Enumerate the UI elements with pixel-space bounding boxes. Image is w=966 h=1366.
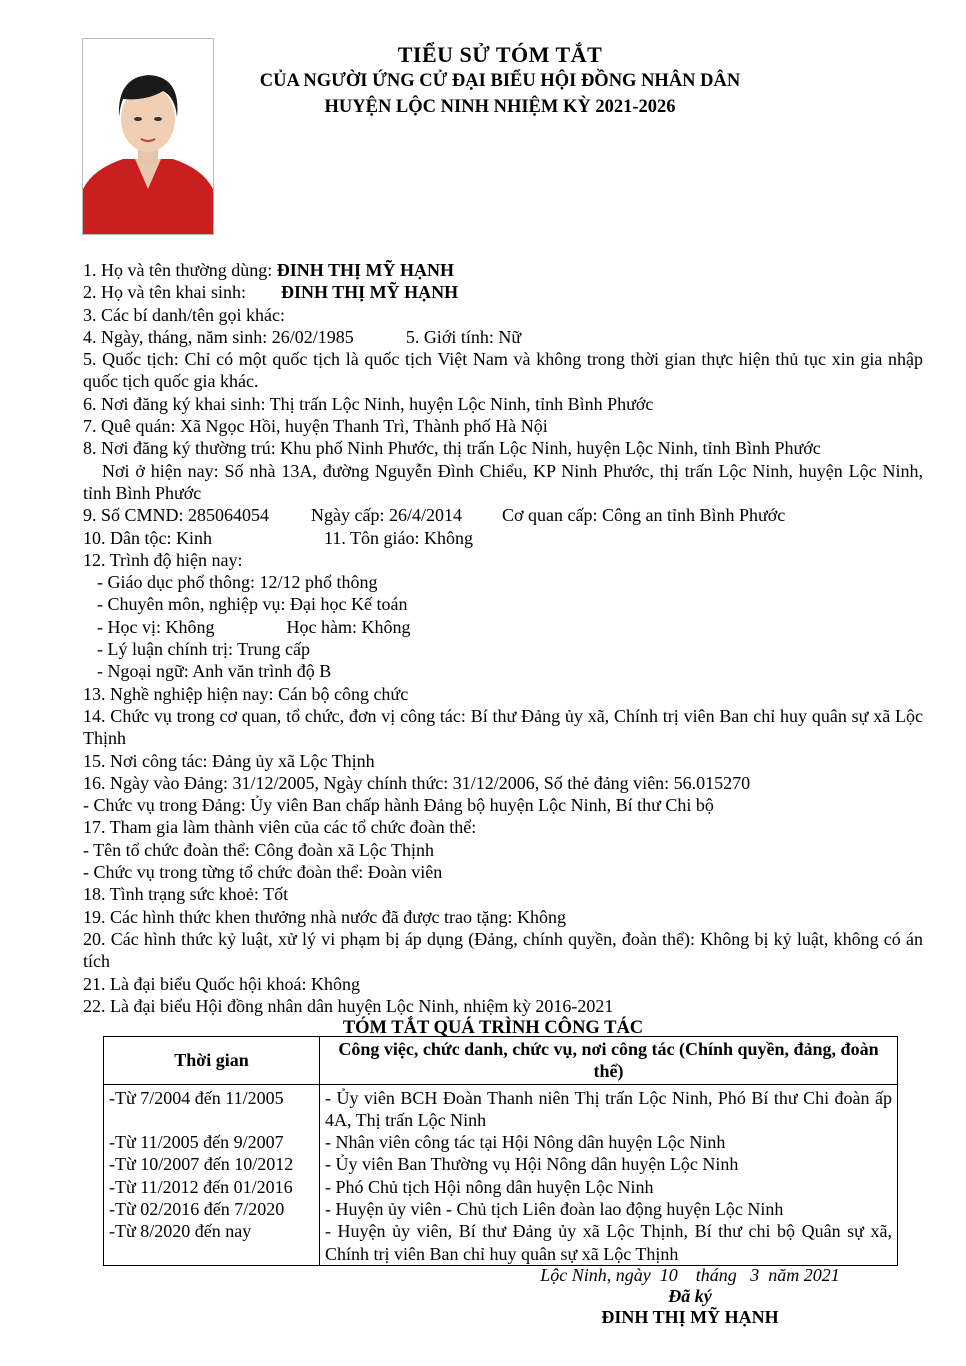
field-awards: 19. Các hình thức khen thưởng nhà nước đã được trao tặng: Không [83,906,566,927]
field-occupation: 13. Nghề nghiệp hiện nay: Cán bộ công chức [83,683,409,704]
doc-title: TIỂU SỬ TÓM TẮT [397,42,603,67]
field-birth-registration: 6. Nơi đăng ký khai sinh: Thị trấn Lộc Ninh, huyện Lộc Ninh, tỉnh Bình Phước [83,393,654,414]
column-header-job: Công việc, chức danh, chức vụ, nơi công tác (Chính quyền, đảng, đoàn thể) [320,1037,898,1085]
field-discipline: 20. Các hình thức kỷ luật, xử lý vi phạm bị áp dụng (Đảng, chính quyền, đoàn thể): Không bị kỷ luật, không có án tích [83,928,923,972]
signature-name: ĐINH THỊ MỸ HẠNH [601,1307,779,1327]
field-birth-date: 4. Ngày, tháng, năm sinh: 26/02/1985 5. Giới tính: Nữ [83,326,522,347]
doc-subtitle-term: HUYỆN LỘC NINH NHIỆM KỲ 2021-2026 [324,97,676,117]
table-row-time: -Từ 10/2007 đến 10/2012 [109,1154,294,1175]
field-party-join: 16. Ngày vào Đảng: 31/12/2005, Ngày chính thức: 31/12/2006, Số thẻ đảng viên: 56.015270 [83,772,751,793]
table-row-time: -Từ 11/2005 đến 9/2007 [109,1132,284,1153]
table-row-job: - Phó Chủ tịch Hội nông dân huyện Lộc Ninh [325,1176,654,1197]
field-health: 18. Tình trạng sức khoẻ: Tốt [83,884,289,905]
field-political-theory: - Lý luận chính trị: Trung cấp [97,639,310,660]
table-row-job: - Huyện ủy viên - Chủ tịch Liên đoàn lao động huyện Lộc Ninh [325,1199,784,1220]
table-row-time: -Từ 02/2016 đến 7/2020 [109,1199,285,1220]
table-row-time: -Từ 8/2020 đến nay [109,1221,252,1242]
field-organizations: 17. Tham gia làm thành viên của các tổ chức đoàn thể: [83,817,477,838]
table-body [104,1084,898,1265]
field-degree: - Học vị: Không Học hàm: Không [97,616,411,637]
field-organization-role: - Chức vụ trong từng tổ chức đoàn thể: Đoàn viên [83,862,443,883]
field-academic-title: Học hàm: Không [286,616,411,637]
field-permanent-residence: 8. Nơi đăng ký thường trú: Khu phố Ninh Phước, thị trấn Lộc Ninh, huyện Lộc Ninh, tỉnh Bình Phước [83,438,821,459]
column-header-time: Thời gian [104,1037,320,1085]
table-row-job: - Huyện ủy viên, Bí thư Đảng ủy xã Lộc Thịnh, Bí thư chi bộ Quân sự xã, Chính trị viên Ban chỉ huy quân sự xã Lộc Thịnh [325,1221,892,1264]
field-common-name: 1. Họ và tên thường dùng: ĐINH THỊ MỸ HẠNH [83,260,454,280]
table-row-job: - Nhân viên công tác tại Hội Nông dân huyện Lộc Ninh [325,1132,726,1153]
work-history-table [103,1036,898,1266]
time-column [104,1084,320,1265]
table-row-job: - Ủy viên Ban Thường vụ Hội Nông dân huyện Lộc Ninh [325,1154,739,1175]
field-organization-name: - Tên tổ chức đoàn thể: Công đoàn xã Lộc Thịnh [83,839,435,860]
field-general-education: - Giáo dục phổ thông: 12/12 phổ thông [97,572,378,593]
biography-fields [83,259,923,1039]
field-id-card: 9. Số CMND: 285064054 Ngày cấp: 26/4/2014 Cơ quan cấp: Công an tỉnh Bình Phước [83,505,786,526]
field-education: 12. Trình độ hiện nay: [83,549,243,570]
portrait-icon [83,39,213,234]
field-workplace: 15. Nơi công tác: Đảng ủy xã Lộc Thịnh [83,750,375,771]
table-row-time: -Từ 11/2012 đến 01/2016 [109,1176,293,1197]
work-history-title: TÓM TẮT QUÁ TRÌNH CÔNG TÁC [342,1018,644,1039]
field-party-position: - Chức vụ trong Đảng: Ủy viên Ban chấp hành Đảng bộ huyện Lộc Ninh, Bí thư Chi bộ [83,795,714,816]
doc-subtitle: CỦA NGƯỜI ỨNG CỬ ĐẠI BIỂU HỘI ĐỒNG NHÂN DÂN [259,71,741,91]
field-nationality: 5. Quốc tịch: Chỉ có một quốc tịch là quốc tịch Việt Nam và không trong thời gian thực hiện thủ tục xin gia nhập quốc tịch quốc gia khác. [83,349,923,392]
field-position: 14. Chức vụ trong cơ quan, tổ chức, đơn vị công tác: Bí thư Đảng ủy xã, Chính trị viên Ban chỉ huy quân sự xã Lộc Thịnh [83,705,923,749]
portrait-photo [82,38,214,235]
signature-signed: Đã ký [668,1286,712,1306]
field-national-assembly: 21. Là đại biểu Quốc hội khoá: Không [83,973,360,994]
job-column [320,1084,898,1265]
field-council-member: 22. Là đại biểu Hội đồng nhân dân huyện Lộc Ninh, nhiệm kỳ 2016-2021 [83,995,614,1016]
signature-place-date: Lộc Ninh, ngày 10 tháng 3 năm 2021 [540,1265,840,1285]
field-alias: 3. Các bí danh/tên gọi khác: [83,304,285,325]
field-hometown: 7. Quê quán: Xã Ngọc Hồi, huyện Thanh Trì, Thành phố Hà Nội [83,416,548,437]
field-religion: 11. Tôn giáo: Không [323,527,473,548]
table-row-job: - Ủy viên BCH Đoàn Thanh niên Thị trấn Lộc Ninh, Phó Bí thư Chi đoàn ấp 4A, Thị trấn Lộc Ninh [325,1087,892,1130]
field-ethnicity: 10. Dân tộc: Kinh 11. Tôn giáo: Không [83,527,473,548]
field-specialty: - Chuyên môn, nghiệp vụ: Đại học Kế toán [97,594,408,615]
field-gender: 5. Giới tính: Nữ [405,326,522,347]
table-header-row [104,1037,898,1085]
field-foreign-language: - Ngoại ngữ: Anh văn trình độ B [97,661,332,682]
table-row-time: -Từ 7/2004 đến 11/2005 [109,1087,284,1108]
field-current-residence: Nơi ở hiện nay: Số nhà 13A, đường Nguyễn Đình Chiểu, KP Ninh Phước, thị trấn Lộc Ninh, huyện Lộc Ninh, tỉnh Bình Phước [83,460,923,503]
field-birth-name: 2. Họ và tên khai sinh: ĐINH THỊ MỸ HẠNH [83,282,459,303]
